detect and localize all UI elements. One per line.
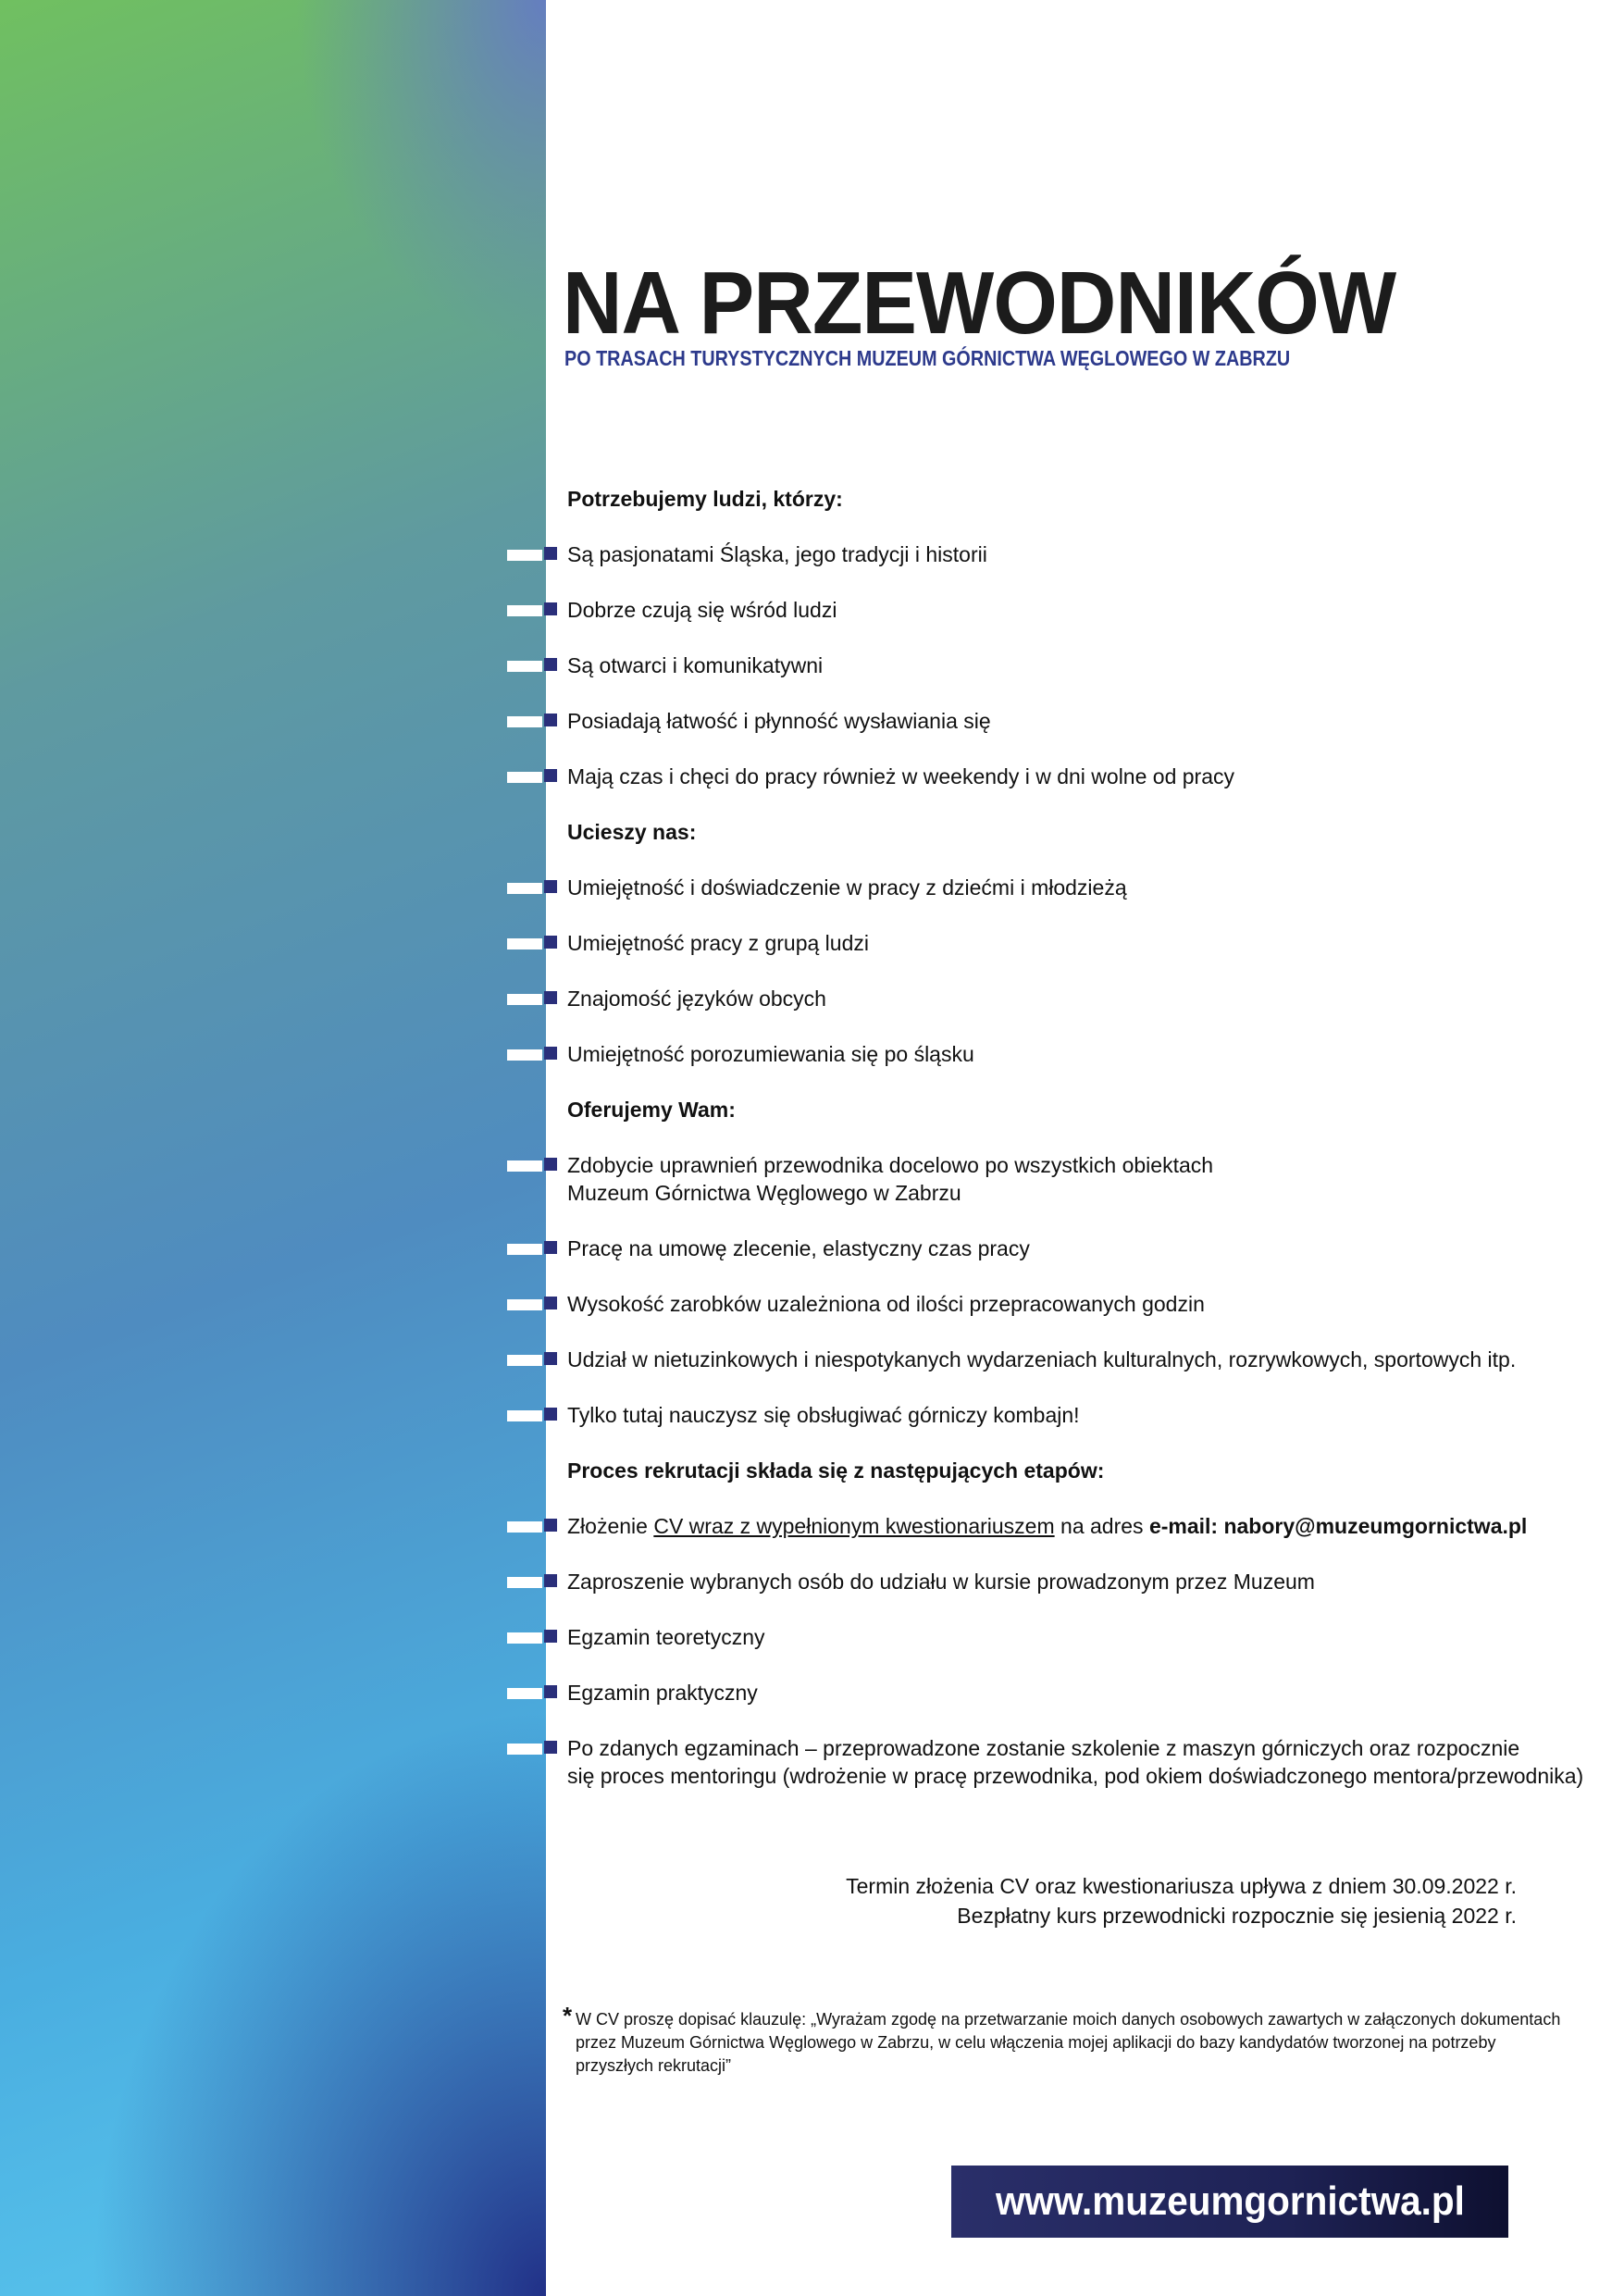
square-bullet-icon [544, 714, 557, 726]
square-bullet-icon [544, 658, 557, 671]
list-item-text [567, 1151, 1213, 1207]
list-item-text: Mają czas i chęci do pracy również w weekendy i w dni wolne od pracy [567, 764, 1234, 788]
square-bullet-icon [544, 1158, 557, 1171]
list-item-text: Egzamin praktyczny [567, 1681, 758, 1705]
list-item-line: się proces mentoringu (wdrożenie w pracę przewodnika, pod okiem doświadczonego mentora/przewodnika) [567, 1764, 1584, 1788]
square-bullet-icon [544, 1630, 557, 1643]
square-bullet-icon [544, 936, 557, 949]
dash-marker [507, 1688, 542, 1699]
section-heading-offer: Oferujemy Wam: [567, 1098, 736, 1122]
square-bullet-icon [544, 991, 557, 1004]
deadline-note [846, 1871, 1517, 1930]
dash-marker [507, 1160, 542, 1172]
list-item-text: Umiejętność i doświadczenie w pracy z dziećmi i młodzieżą [567, 875, 1127, 900]
dash-marker [507, 938, 542, 949]
square-bullet-icon [544, 880, 557, 893]
list-item-text: Udział w nietuzinkowych i niespotykanych wydarzeniach kulturalnych, rozrywkowych, sportowych itp. [567, 1347, 1517, 1371]
list-item-line: Muzeum Górnictwa Węglowego w Zabrzu [567, 1181, 961, 1205]
list-item-middle: na adres [1054, 1514, 1149, 1538]
section-heading-bonus: Ucieszy nas: [567, 820, 697, 844]
square-bullet-icon [544, 547, 557, 560]
dash-marker [507, 1521, 542, 1533]
gradient-side-band [0, 0, 546, 2296]
dash-marker [507, 1299, 542, 1310]
square-bullet-icon [544, 769, 557, 782]
list-item-text: Zaproszenie wybranych osób do udziału w kursie prowadzonym przez Muzeum [567, 1570, 1315, 1594]
list-item-text: Są otwarci i komunikatywni [567, 653, 824, 677]
dash-marker [507, 1632, 542, 1644]
dash-marker [507, 1049, 542, 1061]
dash-marker [507, 772, 542, 783]
dash-marker [507, 1410, 542, 1421]
cv-questionnaire-link[interactable]: CV wraz z wypełnionym kwestionariuszem [653, 1514, 1055, 1538]
section-heading-needs: Potrzebujemy ludzi, którzy: [567, 487, 843, 511]
list-item-prefix: Złożenie [567, 1514, 654, 1538]
square-bullet-icon [544, 1741, 557, 1754]
square-bullet-icon [544, 1408, 557, 1421]
asterisk-icon: * [563, 2002, 573, 2029]
dash-marker [507, 605, 542, 616]
list-item-text: Tylko tutaj nauczysz się obsługiwać górniczy kombajn! [567, 1403, 1080, 1427]
square-bullet-icon [544, 1297, 557, 1309]
dash-marker [507, 716, 542, 727]
list-item-text: Wysokość zarobków uzależniona od ilości przepracowanych godzin [567, 1292, 1205, 1316]
list-item-text: Pracę na umowę zlecenie, elastyczny czas pracy [567, 1236, 1030, 1260]
dash-marker [507, 1244, 542, 1255]
square-bullet-icon [544, 1241, 557, 1254]
dash-marker [507, 550, 542, 561]
square-bullet-icon [544, 602, 557, 615]
gdpr-footnote [563, 2002, 1562, 2078]
dash-marker [507, 1744, 542, 1755]
square-bullet-icon [544, 1685, 557, 1698]
square-bullet-icon [544, 1574, 557, 1587]
footnote-text: W CV proszę dopisać klauzulę: „Wyrażam zgodę na przetwarzanie moich danych osobowych zawartych w załączonych dokumentach przez Muzeum Górnictwa Węglowego w Zabrzu, w celu włączenia mojej aplikacji do bazy kandydatów tworzonej na potrzeby przyszłych rekrutacji” [576, 2010, 1561, 2075]
list-item-text: Posiadają łatwość i płynność wysławiania się [567, 709, 991, 733]
list-item-text: Są pasjonatami Śląska, jego tradycji i historii [567, 542, 987, 566]
list-item-line: Po zdanych egzaminach – przeprowadzone zostanie szkolenie z maszyn górniczych oraz rozpocznie [567, 1736, 1520, 1760]
list-item-text: Umiejętność pracy z grupą ludzi [567, 931, 869, 955]
square-bullet-icon [544, 1352, 557, 1365]
list-item-text [567, 1734, 1583, 1790]
list-item-text: Umiejętność porozumiewania się po śląsku [567, 1042, 974, 1066]
email-address[interactable]: e-mail: nabory@muzeumgornictwa.pl [1148, 1514, 1528, 1538]
list-item-text: Egzamin teoretyczny [567, 1625, 765, 1649]
dash-marker [507, 1577, 542, 1588]
dash-marker [507, 883, 542, 894]
square-bullet-icon [544, 1519, 557, 1532]
list-item-text [567, 1512, 1527, 1540]
section-heading-process: Proces rekrutacji składa się z następujących etapów: [567, 1458, 1105, 1483]
website-url[interactable]: www.muzeumgornictwa.pl [995, 2178, 1465, 2224]
course-start-line: Bezpłatny kurs przewodnicki rozpocznie się jesienią 2022 r. [957, 1904, 1517, 1928]
website-banner[interactable] [951, 2166, 1508, 2238]
list-item-text: Dobrze czują się wśród ludzi [567, 598, 837, 622]
dash-marker [507, 661, 542, 672]
list-item-text: Znajomość języków obcych [567, 987, 826, 1011]
dash-marker [507, 1355, 542, 1366]
dash-marker [507, 994, 542, 1005]
page-subtitle: PO TRASACH TURYSTYCZNYCH MUZEUM GÓRNICTWA WĘGLOWEGO W ZABRZU [564, 346, 1291, 370]
square-bullet-icon [544, 1047, 557, 1060]
deadline-line: Termin złożenia CV oraz kwestionariusza upływa z dniem 30.09.2022 r. [846, 1874, 1517, 1898]
page-title: NA PRZEWODNIKÓW [563, 254, 1396, 353]
list-item-line: Zdobycie uprawnień przewodnika docelowo po wszystkich obiektach [567, 1153, 1214, 1177]
